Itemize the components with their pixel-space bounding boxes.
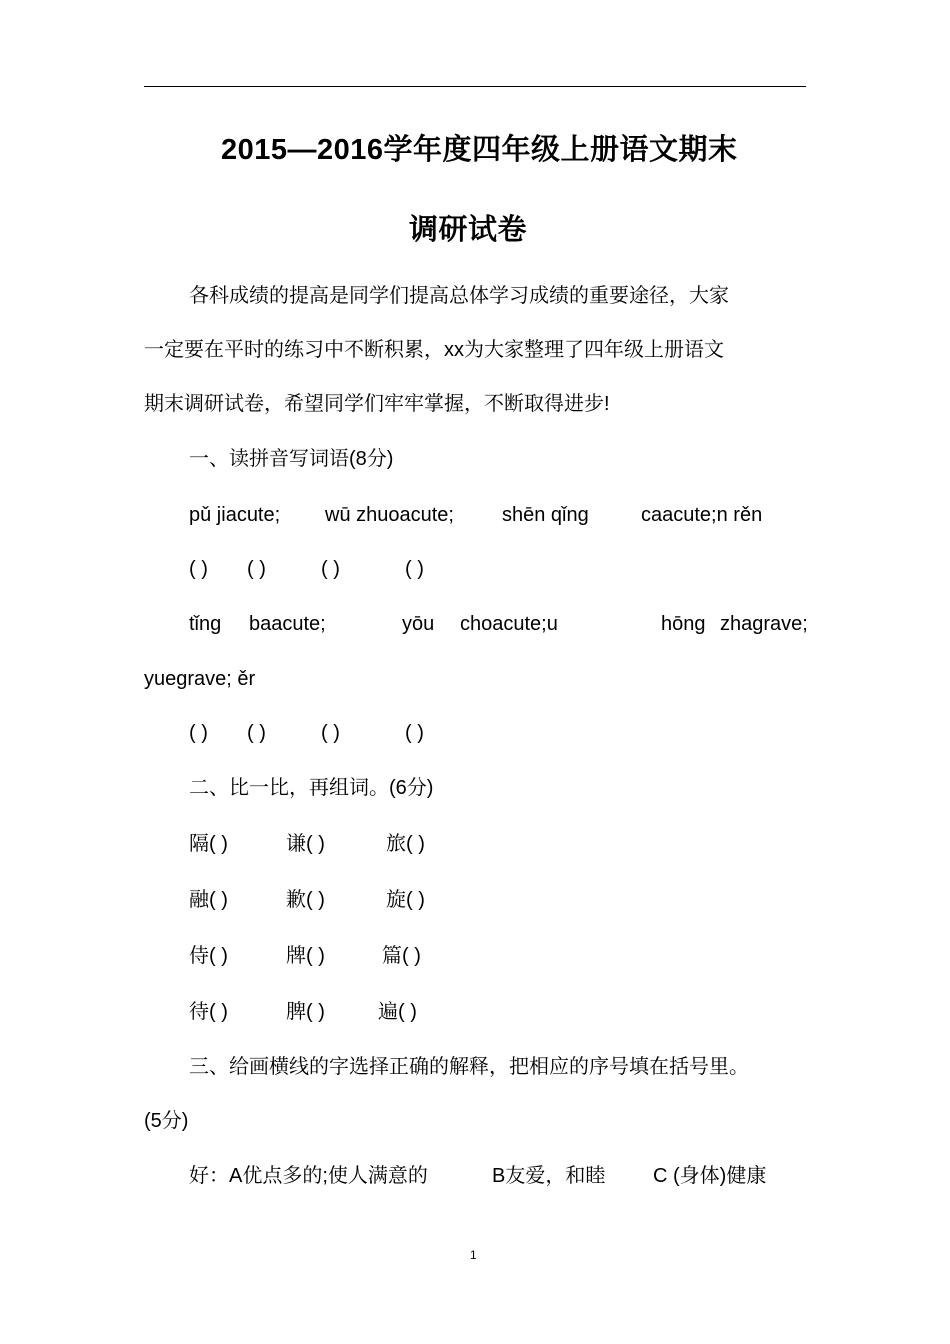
pinyin-item: baacute; bbox=[249, 613, 326, 635]
compare-item: 待( ) bbox=[189, 1001, 228, 1023]
answer-blank: ( ) bbox=[321, 722, 340, 744]
compare-row bbox=[0, 830, 950, 858]
pinyin-item: yōu bbox=[402, 613, 435, 635]
compare-item: 旋( ) bbox=[386, 889, 425, 911]
section-3-heading: 三、给画横线的字选择正确的解释，把相应的序号填在括号里。 bbox=[189, 1056, 749, 1078]
title-line-2: 调研试卷 bbox=[409, 214, 528, 246]
pinyin-row-1 bbox=[0, 501, 950, 529]
compare-row bbox=[0, 886, 950, 914]
definition-row bbox=[0, 1162, 950, 1190]
intro-line-3: 期末调研试卷，希望同学们牢牢掌握，不断取得进步! bbox=[144, 393, 610, 415]
definition-option: B友爱，和睦 bbox=[492, 1165, 606, 1187]
title-line-1: 2015—2016学年度四年级上册语文期末 bbox=[221, 134, 738, 166]
pinyin-row-2 bbox=[0, 610, 950, 638]
compare-row bbox=[0, 998, 950, 1026]
section-3-score: (5分) bbox=[144, 1110, 189, 1132]
compare-item: 脾( ) bbox=[286, 1001, 325, 1023]
header-rule bbox=[144, 86, 806, 87]
intro-line-1: 各科成绩的提高是同学们提高总体学习成绩的重要途径，大家 bbox=[189, 285, 729, 307]
compare-item: 融( ) bbox=[189, 889, 228, 911]
blank-row-1 bbox=[0, 555, 950, 583]
pinyin-row-2-continued: yuegrave; ěr bbox=[144, 668, 256, 690]
page-number: 1 bbox=[470, 1248, 477, 1262]
answer-blank: ( ) bbox=[405, 722, 424, 744]
pinyin-item: pǔ jiacute; bbox=[189, 504, 281, 526]
compare-item: 谦( ) bbox=[286, 833, 325, 855]
pinyin-item: caacute;n rěn bbox=[641, 504, 763, 526]
answer-blank: ( ) bbox=[405, 558, 424, 580]
section-2-heading: 二、比一比，再组词。(6分) bbox=[189, 777, 434, 799]
compare-item: 旅( ) bbox=[386, 833, 425, 855]
compare-item: 隔( ) bbox=[189, 833, 228, 855]
pinyin-item: wū zhuoacute; bbox=[325, 504, 454, 526]
answer-blank: ( ) bbox=[321, 558, 340, 580]
definition-option: 好：A优点多的;使人满意的 bbox=[189, 1165, 428, 1187]
definition-option: C (身体)健康 bbox=[653, 1165, 767, 1187]
compare-item: 遍( ) bbox=[378, 1001, 417, 1023]
section-1-heading: 一、读拼音写词语(8分) bbox=[189, 448, 394, 470]
pinyin-item: tǐng bbox=[189, 613, 222, 635]
blank-row-2 bbox=[0, 719, 950, 747]
answer-blank: ( ) bbox=[189, 722, 208, 744]
compare-item: 牌( ) bbox=[286, 945, 325, 967]
intro-line-2: 一定要在平时的练习中不断积累，xx为大家整理了四年级上册语文 bbox=[144, 339, 724, 361]
pinyin-item: choacute;u bbox=[460, 613, 558, 635]
compare-item: 侍( ) bbox=[189, 945, 228, 967]
answer-blank: ( ) bbox=[247, 558, 266, 580]
answer-blank: ( ) bbox=[247, 722, 266, 744]
compare-item: 歉( ) bbox=[286, 889, 325, 911]
compare-row bbox=[0, 942, 950, 970]
compare-item: 篇( ) bbox=[382, 945, 421, 967]
pinyin-item: shēn qǐng bbox=[502, 504, 589, 526]
pinyin-item: hōng bbox=[661, 613, 706, 635]
pinyin-item: zhagrave; bbox=[720, 613, 808, 635]
answer-blank: ( ) bbox=[189, 558, 208, 580]
